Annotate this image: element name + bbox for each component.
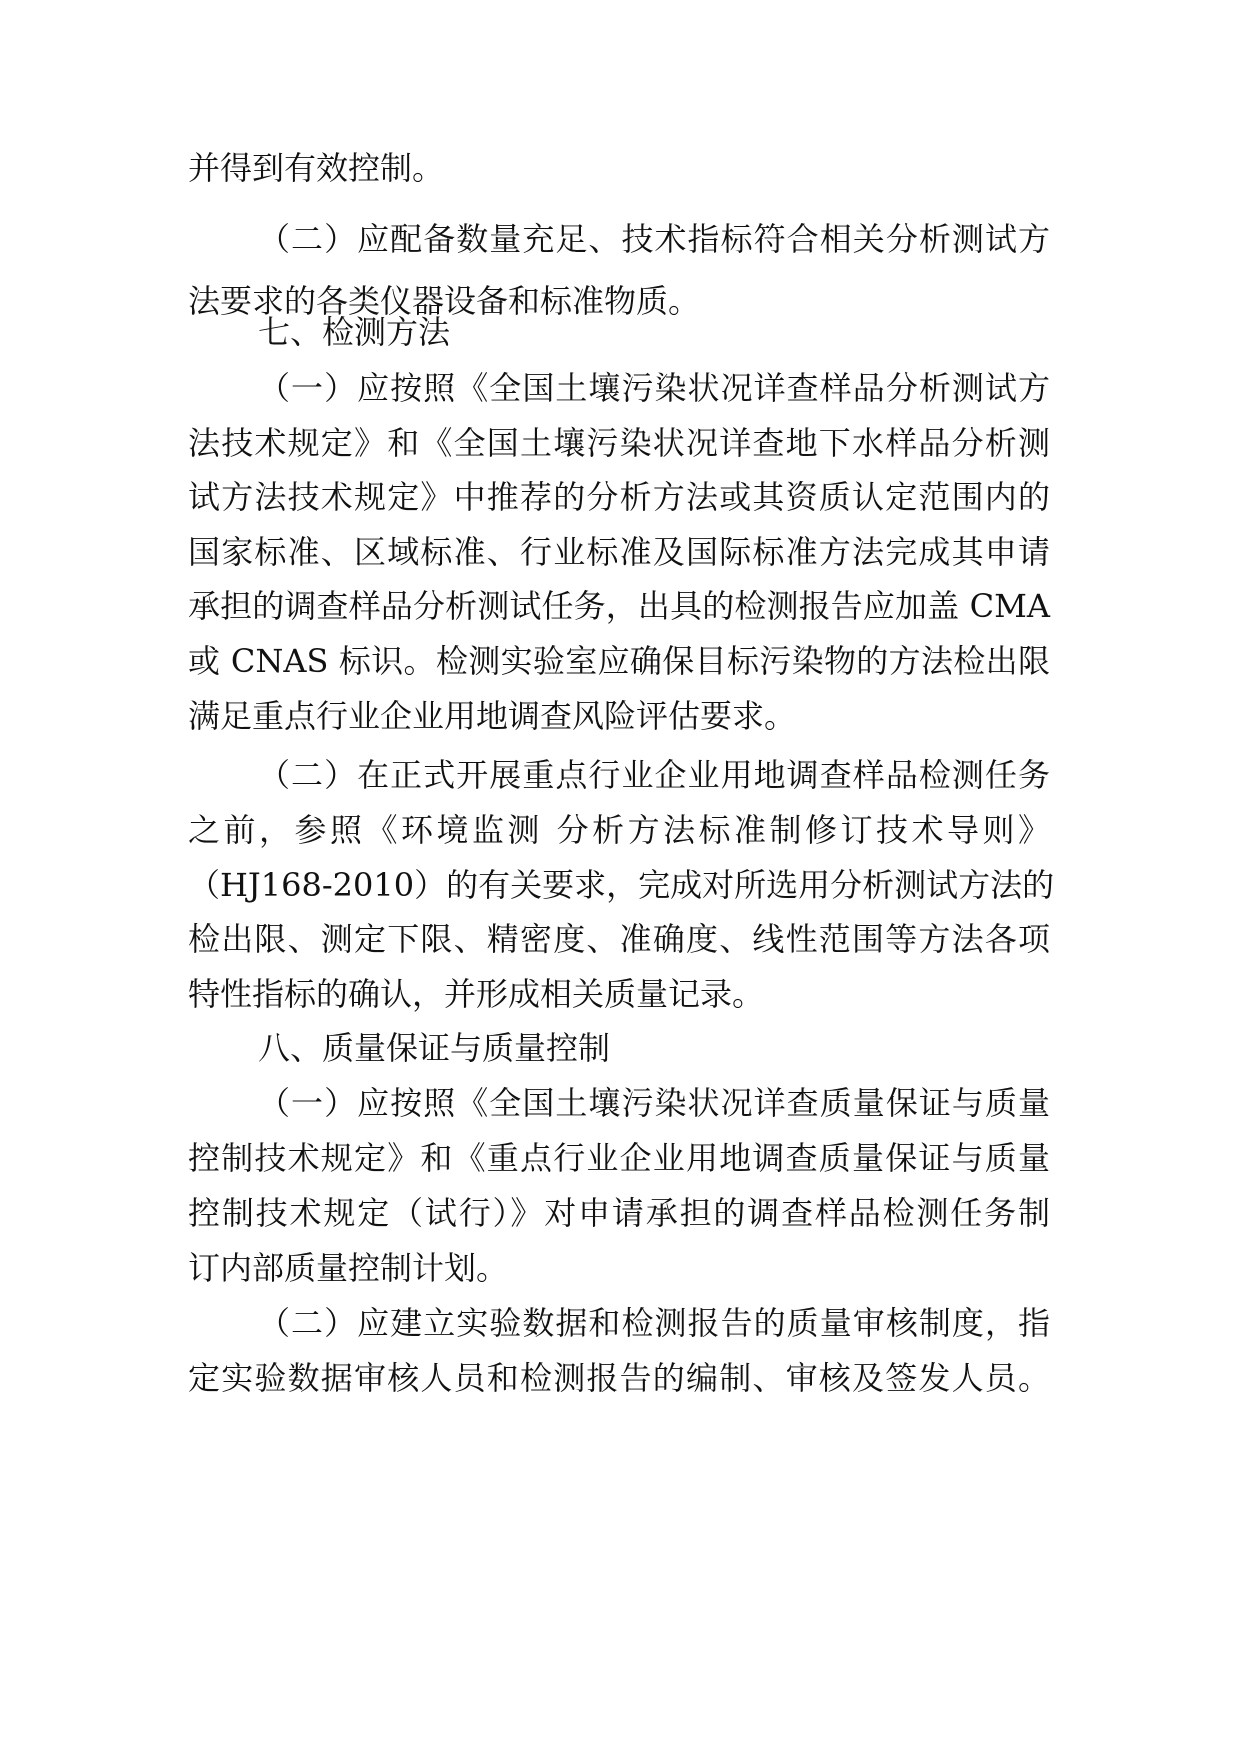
paragraph-line: （二）应建立实验数据和检测报告的质量审核制度，指 [258, 1304, 1050, 1342]
paragraph-line: 订内部质量控制计划。 [188, 1249, 509, 1287]
paragraph-line: 或 CNAS 标识。检测实验室应确保目标污染物的方法检出限 [188, 642, 1050, 680]
section-heading: 八、质量保证与质量控制 [258, 1029, 611, 1067]
paragraph-line: 控制技术规定（试行）》对申请承担的调查样品检测任务制 [188, 1194, 1050, 1232]
paragraph-line: 并得到有效控制。 [188, 149, 445, 187]
paragraph-line: （一）应按照《全国土壤污染状况详查质量保证与质量 [258, 1084, 1050, 1122]
paragraph-line: （二）在正式开展重点行业企业用地调查样品检测任务 [258, 756, 1050, 794]
paragraph-line: 特性指标的确认，并形成相关质量记录。 [188, 975, 765, 1013]
paragraph-line: （一）应按照《全国土壤污染状况详查样品分析测试方 [258, 369, 1050, 407]
paragraph-line: 国家标准、区域标准、行业标准及国际标准方法完成其申请 [188, 533, 1050, 571]
paragraph-line: 定实验数据审核人员和检测报告的编制、审核及签发人员。 [188, 1359, 1050, 1397]
paragraph-line: 满足重点行业企业用地调查风险评估要求。 [188, 697, 797, 735]
section-heading: 七、检测方法 [258, 313, 451, 351]
paragraph-line: 控制技术规定》和《重点行业企业用地调查质量保证与质量 [188, 1139, 1050, 1177]
paragraph-line: 法技术规定》和《全国土壤污染状况详查地下水样品分析测 [188, 424, 1050, 462]
paragraph-line: 检出限、测定下限、精密度、准确度、线性范围等方法各项 [188, 920, 1050, 958]
paragraph-line: （二）应配备数量充足、技术指标符合相关分析测试方 [258, 220, 1050, 258]
paragraph-line: （HJ168-2010）的有关要求，完成对所选用分析测试方法的 [188, 866, 1055, 904]
paragraph-line: 试方法技术规定》中推荐的分析方法或其资质认定范围内的 [188, 478, 1050, 516]
paragraph-line: 承担的调查样品分析测试任务，出具的检测报告应加盖 CMA [188, 587, 1050, 625]
paragraph-line: 法要求的各类仪器设备和标准物质。 [188, 282, 701, 320]
paragraph-line: 之前，参照《环境监测 分析方法标准制修订技术导则》 [188, 811, 1050, 849]
